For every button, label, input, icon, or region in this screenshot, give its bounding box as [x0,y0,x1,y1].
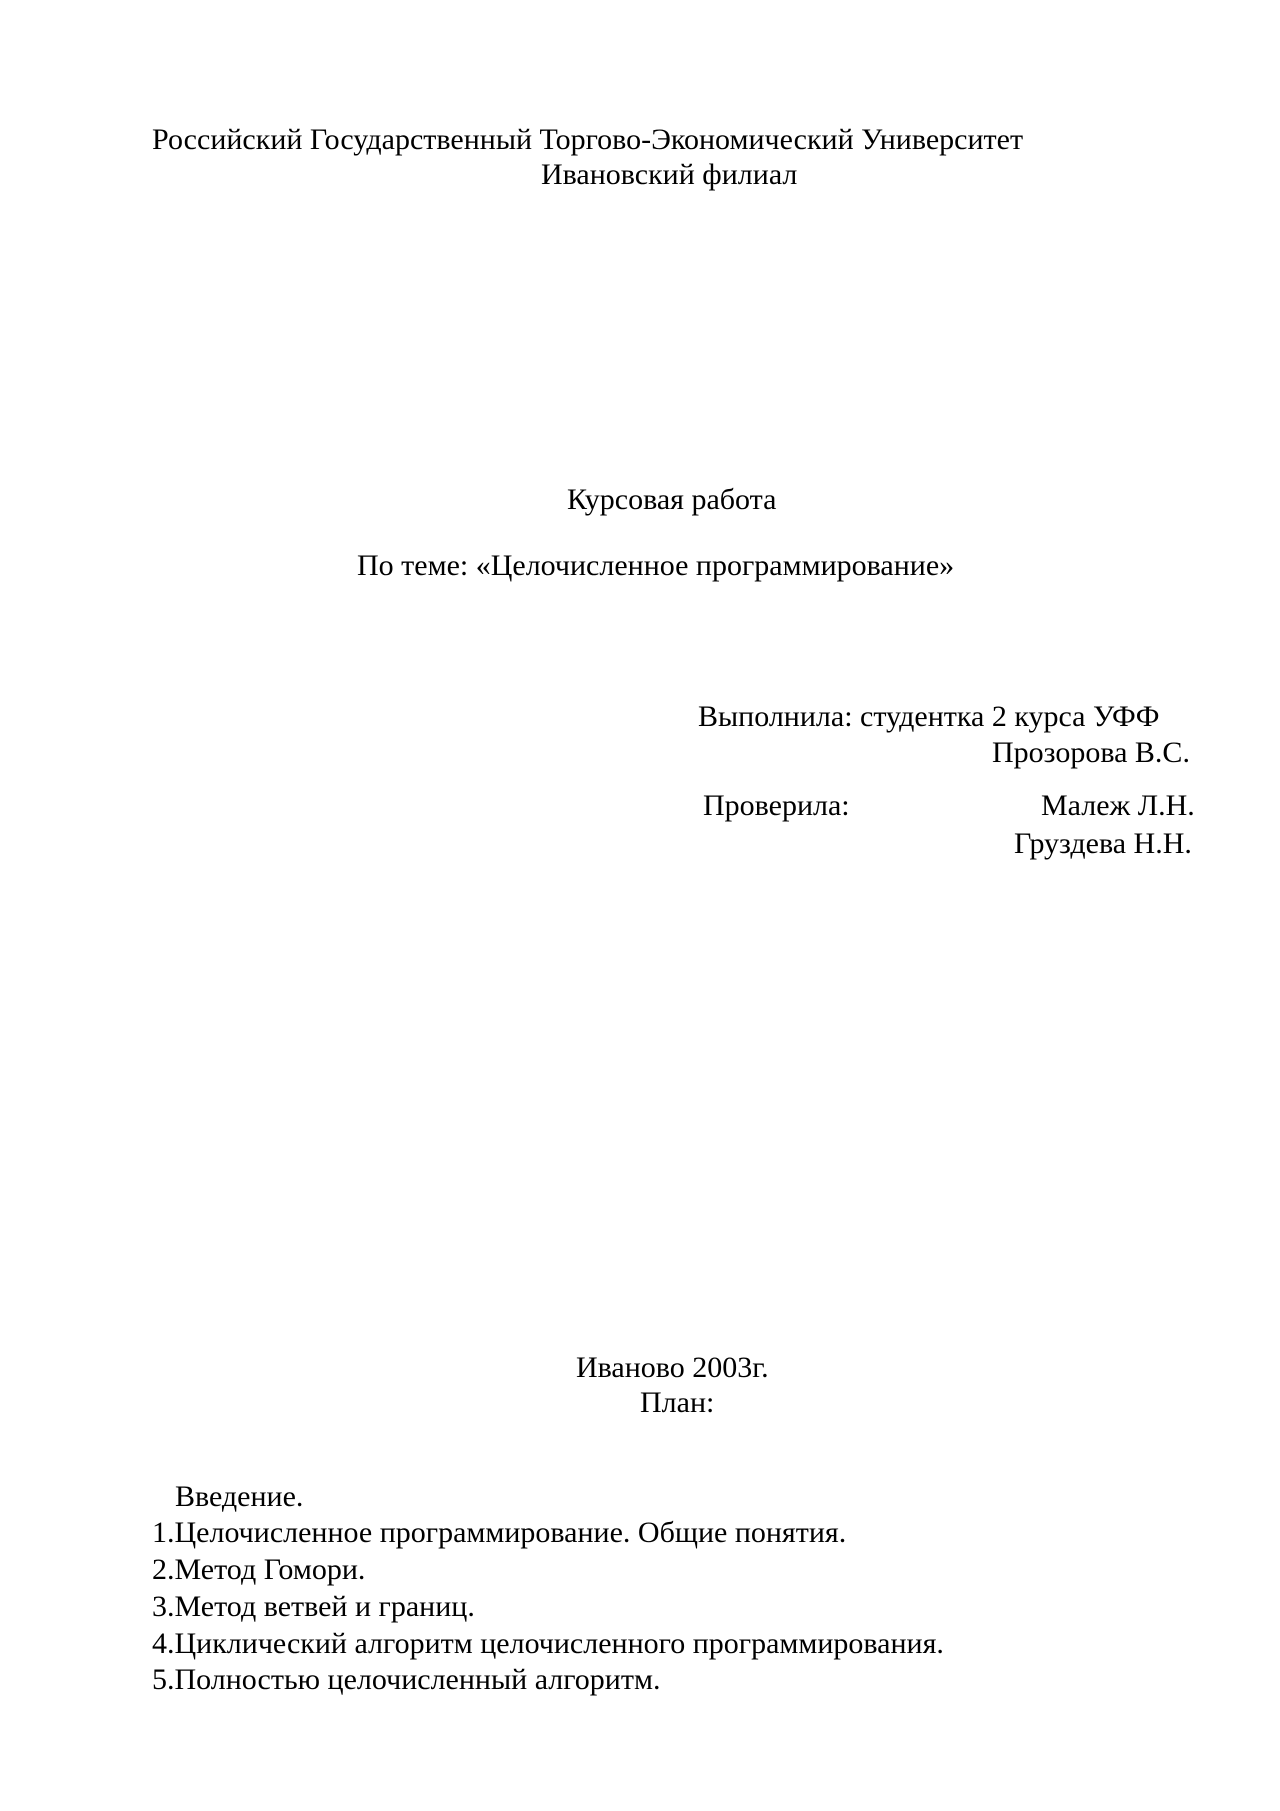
university-name: Российский Государственный Торгово-Экономический Университет [152,123,1024,156]
city-year: Иваново 2003г. [576,1351,769,1384]
plan-item-4: 4.Циклический алгоритм целочисленного программирования. [152,1627,944,1660]
checked-by-name-2: Груздева Н.Н. [1014,827,1192,860]
plan-item-1: 1.Целочисленное программирование. Общие понятия. [152,1516,847,1549]
plan-item-2: 2.Метод Гомори. [152,1553,366,1586]
plan-heading: План: [640,1386,715,1419]
performed-by-name: Прозорова В.С. [992,736,1190,769]
checked-by-label: Проверила: [703,789,850,822]
plan-item-5: 5.Полностью целочисленный алгоритм. [152,1663,661,1696]
performed-by-label: Выполнила: студентка 2 курса УФФ [698,700,1160,733]
plan-item-3: 3.Метод ветвей и границ. [152,1590,475,1623]
branch-name: Ивановский филиал [541,158,798,191]
checked-by-name-1: Малеж Л.Н. [1041,789,1195,822]
plan-item-intro: Введение. [175,1480,304,1513]
work-topic: По теме: «Целочисленное программирование» [357,549,955,582]
work-type: Курсовая работа [567,483,777,516]
